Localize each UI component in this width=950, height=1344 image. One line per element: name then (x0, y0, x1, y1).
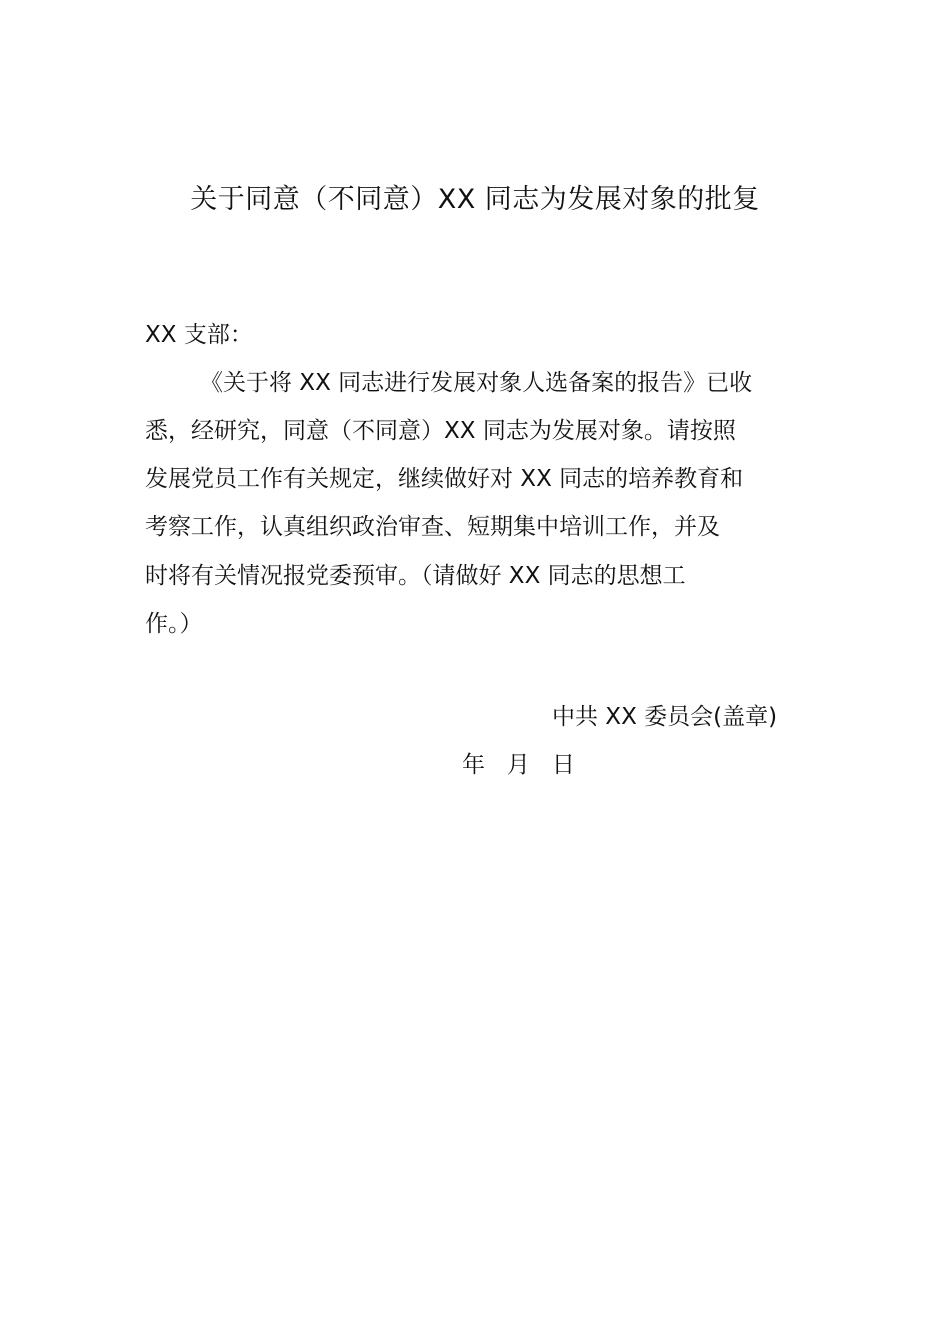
body-line: 发展党员工作有关规定，继续做好对 XX 同志的培养教育和 (145, 466, 744, 492)
document-title: 关于同意（不同意）XX 同志为发展对象的批复 (190, 184, 760, 215)
body-line: 作。） (145, 611, 203, 637)
date-line: 年 月 日 (462, 752, 575, 778)
body-line: 时将有关情况报党委预审。（请做好 XX 同志的思想工 (145, 563, 686, 589)
salutation: XX 支部： (145, 322, 253, 348)
body-line: 《关于将 XX 同志进行发展对象人选备案的报告》已收 (200, 370, 753, 396)
body-line: 考察工作，认真组织政治审查、短期集中培训工作，并及 (145, 514, 720, 540)
body-line: 悉，经研究，同意（不同意）XX 同志为发展对象。请按照 (145, 418, 736, 444)
signature: 中共 XX 委员会(盖章) (552, 704, 778, 730)
